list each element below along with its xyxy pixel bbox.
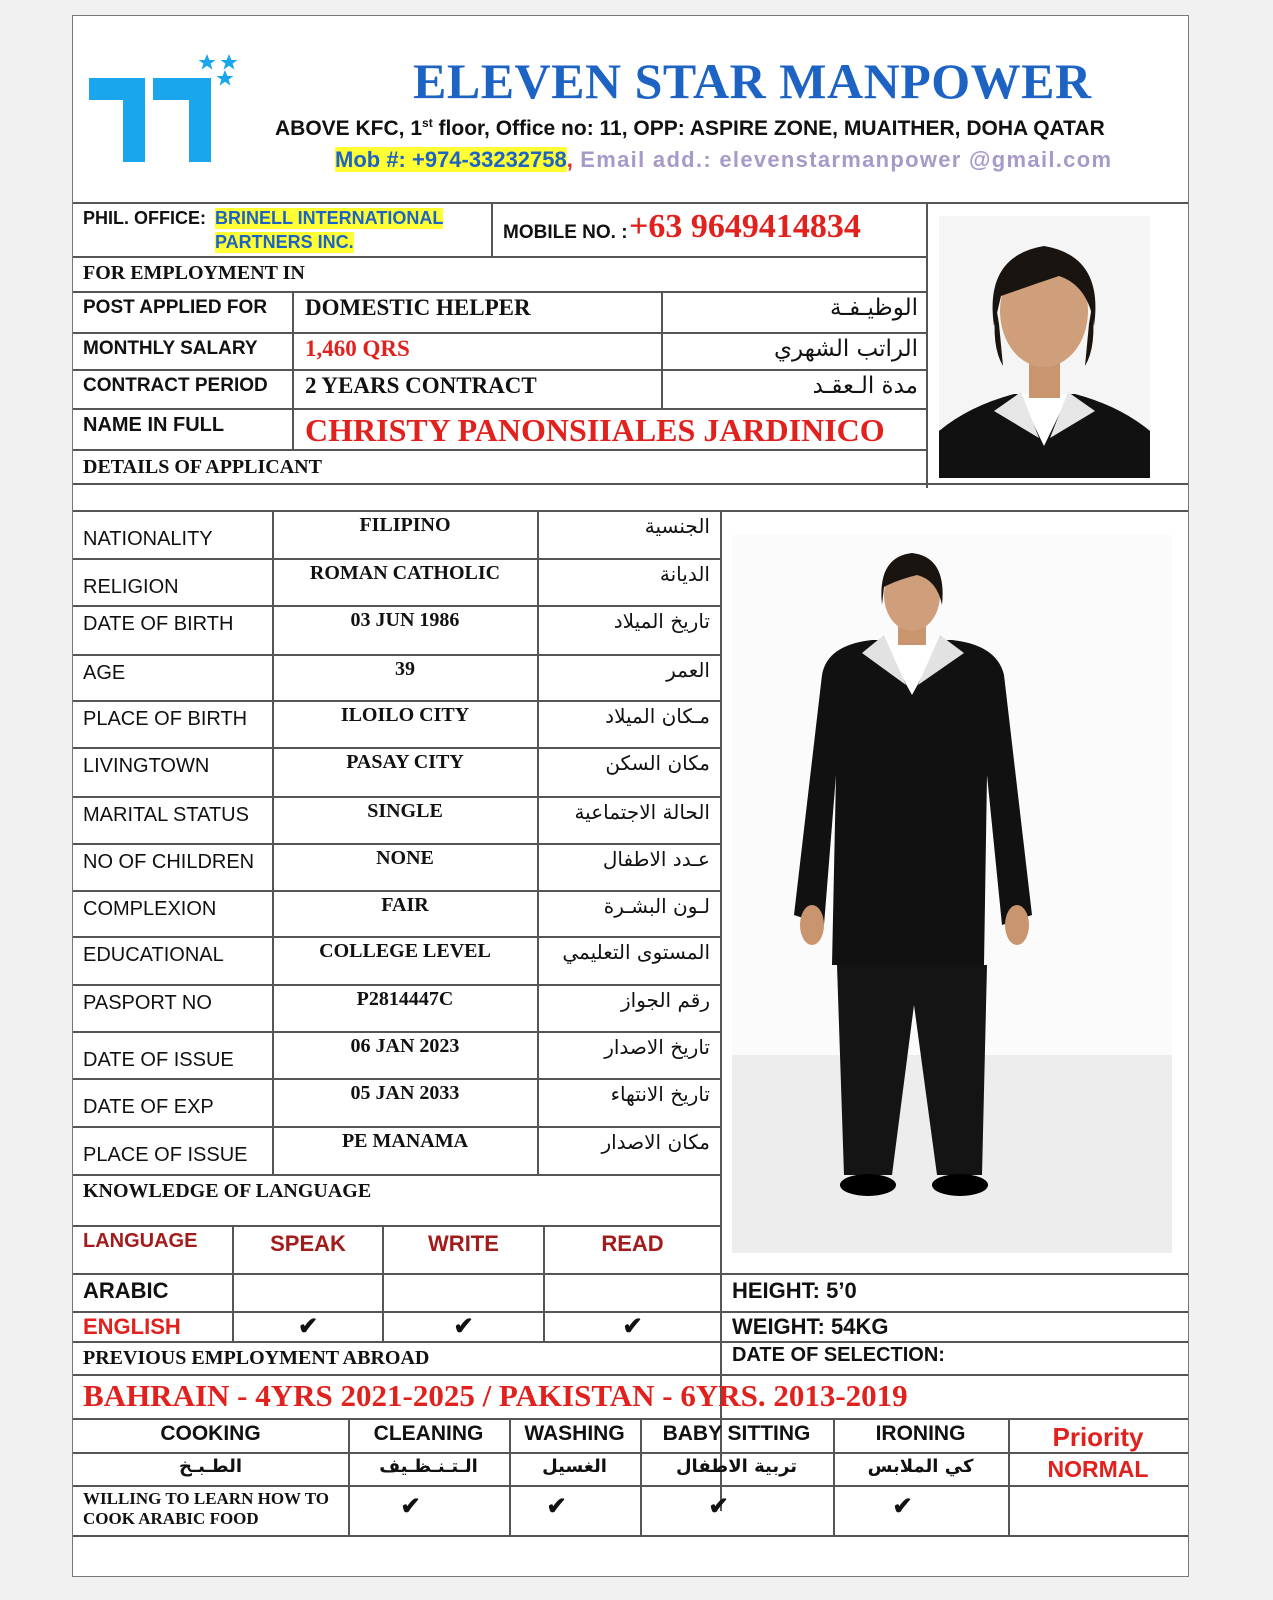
- date-of-selection-label: DATE OF SELECTION:: [732, 1344, 945, 1366]
- address-sup: st: [422, 116, 433, 130]
- address-text: ABOVE KFC, 1: [275, 117, 423, 140]
- skill-2-label: CLEANING: [373, 1422, 484, 1445]
- company-mobile: Mob #: +974-33232758: [335, 147, 567, 172]
- language-arabic: ARABIC: [83, 1278, 169, 1303]
- company-email: Email add.: elevenstarmanpower @gmail.com: [572, 147, 1113, 172]
- mobile-no-label: MOBILE NO. :: [503, 222, 628, 243]
- company-logo: [87, 50, 247, 170]
- detail-label: COMPLEXION: [83, 898, 217, 920]
- phil-office-label: PHIL. OFFICE:: [83, 208, 206, 228]
- skill-check-icon: ✔: [892, 1493, 913, 1520]
- row-divider: [73, 654, 721, 656]
- employment-label: CONTRACT PERIOD: [83, 375, 268, 396]
- priority-label: Priority: [1052, 1422, 1144, 1452]
- detail-arabic: رقم الجواز: [621, 988, 710, 1012]
- row-divider: [73, 700, 721, 702]
- skill-4-label: BABY SITTING: [662, 1422, 811, 1445]
- skill-5-label: IRONING: [875, 1422, 966, 1445]
- language-section-title: KNOWLEDGE OF LANGUAGE: [83, 1180, 372, 1202]
- weight-value: WEIGHT: 54KG: [732, 1314, 889, 1339]
- contact-comma: ,: [566, 147, 573, 172]
- detail-label: DATE OF BIRTH: [83, 613, 234, 635]
- skill-check-icon: ✔: [708, 1493, 729, 1520]
- language-header-write: WRITE: [428, 1231, 499, 1256]
- company-address: [275, 116, 1105, 141]
- detail-arabic: مكان السكن: [605, 751, 710, 775]
- address-rest: floor, Office no: 11, OPP: ASPIRE ZONE, MUAITHER, DOHA QATAR: [432, 117, 1105, 140]
- language-header-language: LANGUAGE: [83, 1230, 198, 1252]
- language-header-read: READ: [601, 1231, 664, 1256]
- detail-value: COLLEGE LEVEL: [319, 940, 491, 962]
- detail-arabic: الديانة: [659, 562, 710, 586]
- row-divider: [73, 408, 927, 410]
- employment-arabic: الوظيـفـة: [830, 295, 918, 321]
- row-divider: [73, 369, 927, 371]
- skill-4-arabic: تربية الاطفال: [675, 1456, 798, 1477]
- detail-value: PASAY CITY: [346, 751, 464, 773]
- detail-arabic: العمر: [666, 658, 710, 682]
- detail-value: 03 JUN 1986: [350, 609, 460, 631]
- detail-arabic: الحالة الاجتماعية: [574, 800, 710, 824]
- skill-1-label: COOKING: [160, 1422, 261, 1445]
- employment-value: 1,460 QRS: [305, 336, 410, 361]
- skills-bottom: [73, 1535, 1188, 1537]
- detail-arabic: تاريخ الميلاد: [613, 609, 710, 633]
- row-divider: [73, 843, 721, 845]
- english-speak-check-icon: ✔: [297, 1313, 319, 1340]
- row-divider: [73, 1078, 721, 1080]
- detail-label: PASPORT NO: [83, 992, 212, 1014]
- biodata-sheet: [72, 15, 1189, 1577]
- row-divider: [73, 984, 721, 986]
- skill-3-arabic: الغسيل: [542, 1456, 607, 1477]
- previous-employment-title: PREVIOUS EMPLOYMENT ABROAD: [83, 1347, 430, 1369]
- skill-2-arabic: الـتـنـظـيف: [379, 1456, 478, 1477]
- detail-label: RELIGION: [83, 576, 179, 598]
- logo-eleven-icon: [89, 78, 211, 162]
- detail-arabic: الجنسية: [644, 514, 710, 538]
- row-divider: [73, 558, 721, 560]
- skill-check-icon: ✔: [546, 1493, 567, 1520]
- english-read-check-icon: ✔: [622, 1313, 643, 1340]
- mobile-no-value: +63 9649414834: [629, 208, 861, 245]
- employment-arabic: الراتب الشهري: [774, 336, 918, 362]
- detail-arabic: مـكان الميلاد: [605, 704, 710, 728]
- employment-section-title: FOR EMPLOYMENT IN: [83, 262, 305, 284]
- detail-value: P2814447C: [356, 988, 454, 1010]
- name-in-full-label: NAME IN FULL: [83, 414, 225, 436]
- detail-value: FILIPINO: [359, 514, 451, 536]
- headshot-photo: [939, 216, 1150, 478]
- employment-value: 2 YEARS CONTRACT: [305, 373, 537, 398]
- detail-label: PLACE OF BIRTH: [83, 708, 248, 730]
- english-write-check-icon: ✔: [453, 1313, 474, 1340]
- contact-line: [335, 147, 1112, 173]
- name-in-full-value: CHRISTY PANONSIIALES JARDINICO: [305, 412, 885, 448]
- row-divider: [73, 796, 721, 798]
- detail-value: 05 JAN 2033: [350, 1082, 460, 1104]
- detail-label: EDUCATIONAL: [83, 944, 224, 966]
- detail-arabic: المستوى التعليمي: [562, 940, 710, 964]
- row-divider: [73, 605, 721, 607]
- detail-label: NO OF CHILDREN: [83, 851, 255, 873]
- details-section-title: DETAILS OF APPLICANT: [83, 456, 322, 478]
- language-header-speak: SPEAK: [270, 1231, 346, 1256]
- detail-value: FAIR: [381, 894, 429, 916]
- detail-value: 39: [395, 658, 415, 680]
- skill-check-icon: ✔: [400, 1493, 421, 1520]
- phil-office-value-1: BRINELL INTERNATIONAL: [215, 208, 444, 228]
- height-value: HEIGHT: 5’0: [732, 1278, 857, 1303]
- detail-label: NATIONALITY: [83, 528, 213, 550]
- detail-value: ROMAN CATHOLIC: [309, 562, 501, 584]
- language-english: ENGLISH: [83, 1314, 181, 1339]
- detail-value: NONE: [376, 847, 434, 869]
- phil-office-value-2: PARTNERS INC.: [215, 232, 354, 252]
- detail-arabic: تاريخ الانتهاء: [610, 1082, 710, 1106]
- company-name: ELEVEN STAR MANPOWER: [413, 53, 1092, 109]
- detail-value: ILOILO CITY: [340, 704, 470, 726]
- detail-label: PLACE OF ISSUE: [83, 1144, 248, 1166]
- detail-arabic: لـون البشـرة: [603, 894, 710, 918]
- detail-label: AGE: [83, 662, 126, 684]
- cooking-note: WILLING TO LEARN HOW TO COOK ARABIC FOOD: [83, 1489, 329, 1528]
- detail-arabic: تاريخ الاصدار: [604, 1035, 710, 1059]
- skill-3-label: WASHING: [524, 1422, 625, 1445]
- employment-value: DOMESTIC HELPER: [305, 295, 531, 320]
- row-divider: [73, 747, 721, 749]
- detail-arabic: عـدد الاطفال: [602, 847, 710, 871]
- previous-employment-value: BAHRAIN - 4YRS 2021-2025 / PAKISTAN - 6YRS. 2013-2019: [83, 1378, 908, 1413]
- row-divider: [73, 936, 721, 938]
- detail-value: PE MANAMA: [341, 1130, 469, 1152]
- detail-label: LIVINGTOWN: [83, 755, 210, 777]
- detail-label: MARITAL STATUS: [83, 804, 249, 826]
- full-body-photo: [732, 535, 1172, 1253]
- employment-arabic: مدة الـعقـد: [812, 373, 918, 399]
- employment-label: MONTHLY SALARY: [83, 338, 258, 359]
- row-divider: [73, 332, 927, 334]
- row-divider: [73, 1031, 721, 1033]
- skill-5-arabic: كي الملابس: [867, 1456, 974, 1477]
- detail-arabic: مكان الاصدار: [601, 1130, 710, 1154]
- detail-label: DATE OF ISSUE: [83, 1049, 234, 1071]
- skill-1-arabic: الطـبـخ: [178, 1456, 243, 1477]
- detail-value: 06 JAN 2023: [350, 1035, 460, 1057]
- priority-value: NORMAL: [1047, 1456, 1149, 1482]
- detail-label: DATE OF EXP: [83, 1096, 214, 1118]
- detail-value: SINGLE: [367, 800, 443, 822]
- row-divider: [73, 1126, 721, 1128]
- row-divider: [73, 890, 721, 892]
- employment-label: POST APPLIED FOR: [83, 297, 268, 318]
